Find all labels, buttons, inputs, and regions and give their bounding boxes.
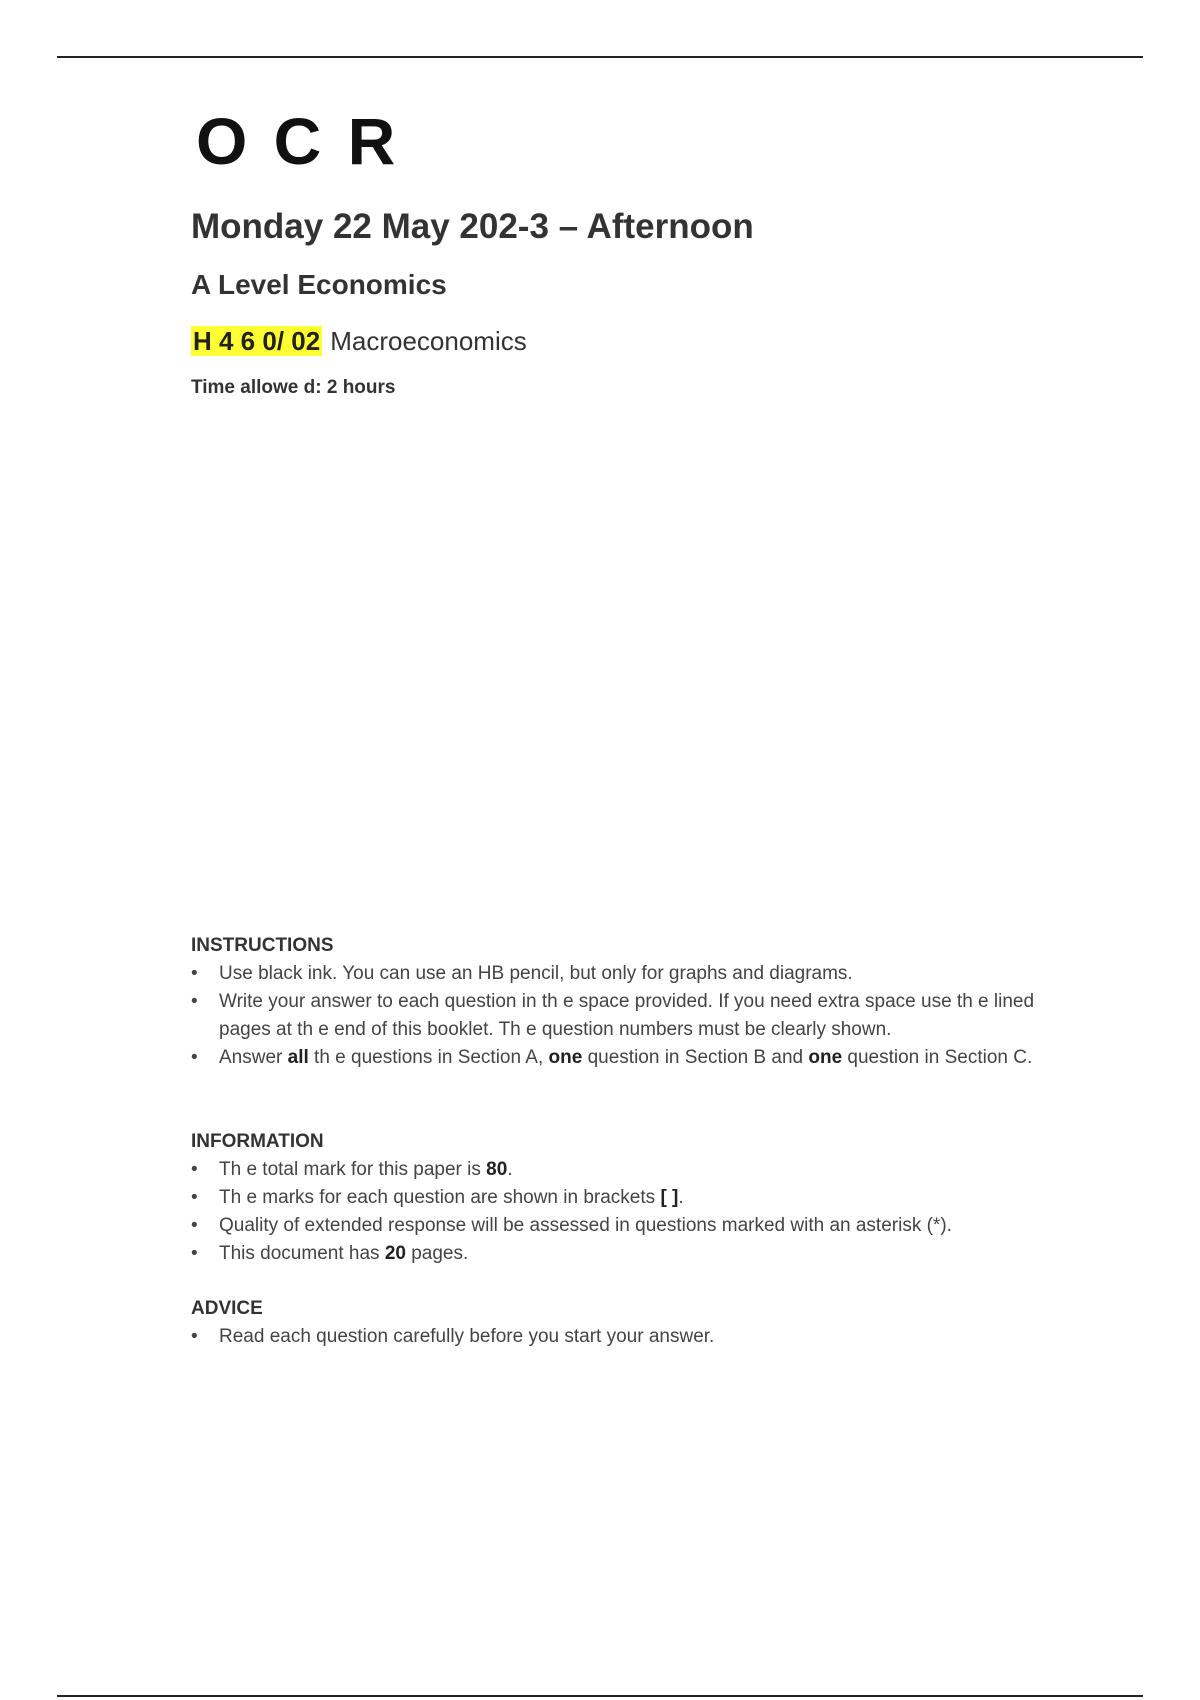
- information-text: .: [507, 1159, 513, 1180]
- list-item: [191, 1044, 1071, 1072]
- instructions-heading: INSTRUCTIONS: [191, 935, 334, 956]
- information-text: pages.: [405, 1243, 469, 1264]
- advice-text: Read each question carefully before you start your answer.: [219, 1326, 715, 1347]
- instruction-text: question in Section B and: [582, 1047, 809, 1068]
- paper-unit: Macroeconomics: [330, 326, 527, 356]
- advice-heading: ADVICE: [191, 1298, 263, 1319]
- time-allowed: Time allowe d: 2 hours: [191, 377, 396, 398]
- subject-title: A Level Economics: [191, 269, 447, 300]
- bottom-rule: [57, 1695, 1143, 1697]
- emphasis-text: one: [808, 1047, 843, 1068]
- page-count: 20: [384, 1243, 406, 1264]
- brackets-text: [ ]: [660, 1187, 679, 1208]
- paper-code: H 4 6 0/ 02: [193, 326, 321, 356]
- information-text: Th e marks for each question are shown in brackets: [219, 1187, 661, 1208]
- list-item: [191, 1323, 1071, 1351]
- ocr-logo: O C R: [196, 104, 400, 178]
- instruction-text: Write your answer to each question in th e space provided. If you need extra space use th e lined pages at th e end of this booklet. Th e question numbers must be clearly shown.: [219, 991, 1035, 1040]
- list-item: [191, 1156, 1071, 1184]
- information-text: Th e total mark for this paper is: [219, 1159, 487, 1180]
- information-list: [191, 1156, 1071, 1268]
- list-item: [191, 1212, 1071, 1240]
- information-heading: INFORMATION: [191, 1131, 324, 1152]
- top-rule: [57, 56, 1143, 58]
- paper-code-line: [191, 326, 527, 357]
- total-marks: 80: [486, 1159, 508, 1180]
- list-item: [191, 1184, 1071, 1212]
- instructions-list: [191, 960, 1071, 1072]
- list-item: [191, 1240, 1071, 1268]
- advice-section: [191, 1295, 1071, 1351]
- instructions-section: [191, 932, 1071, 1072]
- information-text: .: [678, 1187, 684, 1208]
- instruction-text: Answer: [219, 1047, 288, 1068]
- exam-date-title: Monday 22 May 202-3 – Afternoon: [191, 207, 754, 246]
- instruction-text: th e questions in Section A,: [308, 1047, 549, 1068]
- instruction-text: question in Section C.: [842, 1047, 1033, 1068]
- information-text: Quality of extended response will be assessed in questions marked with an asterisk (*).: [219, 1215, 952, 1236]
- information-text: This document has: [219, 1243, 385, 1264]
- information-section: [191, 1128, 1071, 1268]
- emphasis-text: all: [287, 1047, 309, 1068]
- advice-list: [191, 1323, 1071, 1351]
- list-item: [191, 988, 1071, 1044]
- list-item: [191, 960, 1071, 988]
- emphasis-text: one: [548, 1047, 583, 1068]
- instruction-text: Use black ink. You can use an HB pencil, but only for graphs and diagrams.: [219, 963, 853, 984]
